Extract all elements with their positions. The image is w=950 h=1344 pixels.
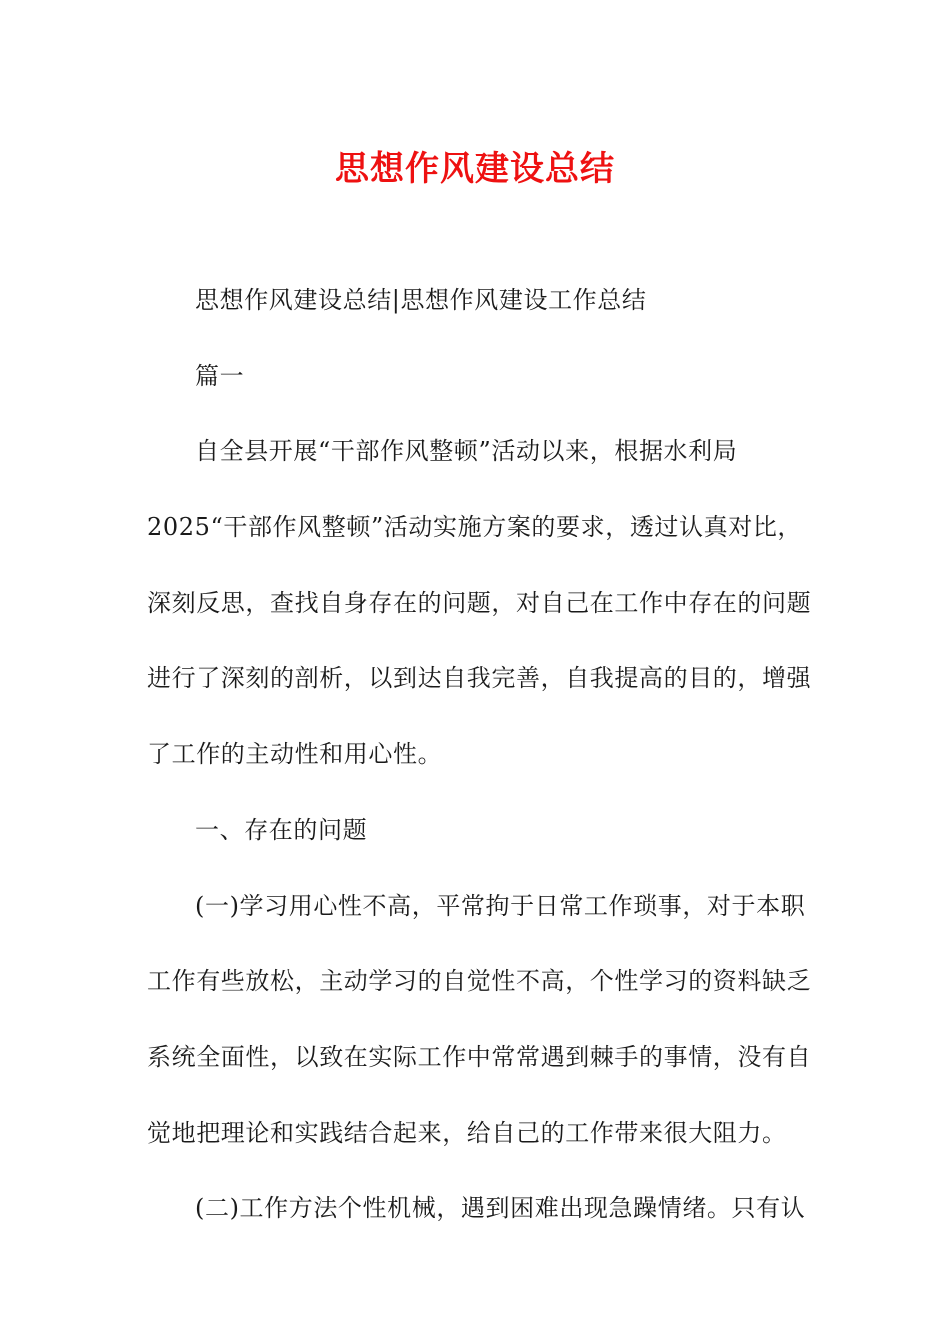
document-body (147, 263, 812, 1247)
paragraph-line: (一)学习用心性不高，平常拘于日常工作琐事，对于本职 (195, 891, 806, 920)
paragraph-line: 自全县开展“干部作风整顿”活动以来，根据水利局 (195, 437, 738, 466)
paragraph-line: 系统全面性，以致在实际工作中常常遇到棘手的事情，没有自 (147, 1042, 812, 1071)
document-title: 思想作风建设总结 (335, 149, 615, 189)
section-label: 篇一 (195, 361, 245, 390)
paragraph-line: 觉地把理论和实践结合起来，给自己的工作带来很大阻力。 (147, 1118, 787, 1147)
paragraph-line: 2025“干部作风整顿”活动实施方案的要求，透过认真对比， (147, 513, 803, 542)
paragraph-line: 进行了深刻的剖析，以到达自我完善，自我提高的目的，增强 (147, 664, 812, 693)
paragraph-line: (二)工作方法个性机械，遇到困难出现急躁情绪。只有认 (195, 1194, 806, 1223)
subtitle-line: 思想作风建设总结|思想作风建设工作总结 (195, 286, 647, 314)
heading-line: 一、存在的问题 (195, 815, 368, 844)
paragraph-line: 工作有些放松，主动学习的自觉性不高，个性学习的资料缺乏 (147, 967, 812, 996)
paragraph-line: 深刻反思，查找自身存在的问题，对自己在工作中存在的问题 (147, 588, 812, 617)
paragraph-line: 了工作的主动性和用心性。 (147, 740, 443, 769)
